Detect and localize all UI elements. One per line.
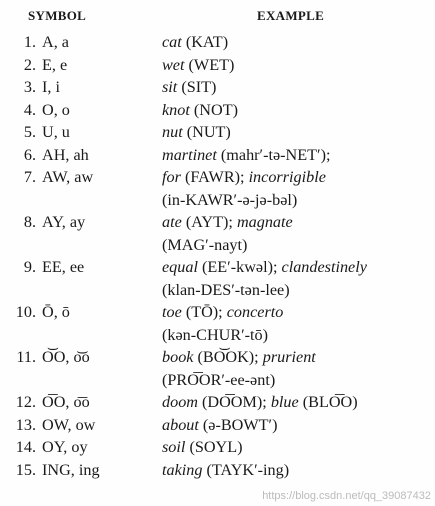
example-pronunciation: (DO͞OM);: [197, 393, 271, 411]
example-text: [162, 76, 216, 99]
example-pronunciation: (FAWR);: [180, 168, 249, 186]
phonetic-symbol: OW, ow: [42, 415, 96, 434]
pronunciation-row: [0, 166, 435, 211]
pronunciation-row: [0, 76, 435, 99]
pronunciation-row: [0, 436, 435, 459]
example-word: equal: [162, 258, 198, 276]
row-number: 15.: [15, 460, 36, 479]
example-word: nut: [162, 123, 183, 141]
example-word: sit: [162, 78, 178, 96]
phonetic-symbol: I, i: [42, 78, 60, 96]
phonetic-symbol: U, u: [42, 123, 70, 141]
pronunciation-row: [0, 144, 435, 167]
row-number: 5.: [23, 123, 36, 141]
pronunciation-table: [0, 31, 435, 481]
pronunciation-row: [0, 211, 435, 256]
second-example-word: concerto: [226, 303, 284, 321]
example-pronunciation: (SOYL): [185, 438, 243, 456]
pronunciation-row: [0, 256, 435, 301]
second-example-word: blue: [270, 393, 299, 411]
phonetic-symbol: OY, oy: [42, 438, 88, 456]
example-word: martinet: [162, 145, 217, 164]
example-text: [162, 301, 283, 324]
example-continuation: (MAG′-nayt): [162, 235, 248, 254]
row-number: 9.: [23, 258, 36, 276]
row-number: 10.: [15, 303, 36, 321]
pronunciation-row: [0, 54, 435, 77]
phonetic-symbol: ING, ing: [42, 460, 100, 479]
example-column-header: EXAMPLE: [257, 8, 325, 23]
phonetic-symbol: E, e: [42, 55, 68, 74]
pronunciation-row: [0, 346, 435, 391]
second-example-word: magnate: [236, 213, 293, 231]
example-pronunciation: (mahr′-tə-NET′);: [216, 145, 331, 164]
example-word: taking: [162, 460, 203, 479]
example-word: ate: [162, 213, 182, 231]
row-main-line: [0, 144, 435, 167]
second-example-word: clandestinely: [281, 258, 367, 276]
example-text: [162, 391, 358, 414]
example-pronunciation: (KAT): [181, 33, 229, 51]
example-continuation: (in-KAWR′-ə-jə-bəl): [162, 190, 298, 209]
phonetic-symbol: Ō, ō: [42, 303, 70, 321]
pronunciation-row: [0, 459, 435, 482]
example-word: cat: [162, 33, 182, 51]
row-main-line: [0, 459, 435, 482]
example-text: [162, 54, 234, 77]
example-pronunciation: (AYT);: [181, 213, 237, 231]
example-text: [162, 99, 238, 122]
example-text: [162, 436, 243, 459]
watermark: https://blog.csdn.net/qq_39087432: [262, 490, 431, 502]
example-text: [162, 414, 277, 437]
row-main-line: [0, 121, 435, 144]
pronunciation-row: [0, 99, 435, 122]
example-word: wet: [162, 55, 185, 74]
example-continuation: (kən-CHUR′-tō): [162, 325, 269, 344]
example-text: [162, 166, 326, 189]
phonetic-symbol: A, a: [42, 33, 69, 51]
second-example-pronunciation: (BLO͞O): [298, 393, 358, 411]
example-word: about: [162, 415, 199, 434]
table-header: [0, 8, 435, 26]
row-main-line: [0, 54, 435, 77]
example-text: [162, 346, 316, 369]
example-text: [162, 121, 231, 144]
phonetic-symbol: AH, ah: [42, 145, 89, 164]
row-main-line: [0, 301, 435, 324]
example-text: [162, 211, 293, 234]
example-word: knot: [162, 100, 190, 119]
row-main-line: [0, 211, 435, 234]
example-pronunciation: (NOT): [189, 100, 238, 119]
row-main-line: [0, 99, 435, 122]
example-pronunciation: (ə-BOWT′): [198, 415, 278, 434]
example-text: [162, 256, 367, 279]
example-pronunciation: (TŌ);: [181, 303, 227, 321]
symbol-column-header: SYMBOL: [28, 8, 87, 23]
row-main-line: [0, 346, 435, 369]
phonetic-symbol: O͞O, o͞o: [42, 393, 90, 411]
row-main-line: [0, 256, 435, 279]
example-text: [162, 144, 330, 167]
row-number: 14.: [15, 438, 36, 456]
row-number: 7.: [23, 168, 36, 186]
example-pronunciation: (TAYK′-ing): [202, 460, 290, 479]
example-word: book: [162, 348, 194, 366]
pronunciation-row: [0, 391, 435, 414]
row-main-line: [0, 31, 435, 54]
example-pronunciation: (EE′-kwəl);: [197, 258, 282, 276]
example-pronunciation: (NUT): [182, 123, 231, 141]
example-text: [162, 459, 289, 482]
phonetic-symbol: AW, aw: [42, 168, 94, 186]
second-example-word: incorrigible: [248, 168, 326, 186]
row-number: 3.: [23, 78, 36, 96]
row-main-line: [0, 76, 435, 99]
row-main-line: [0, 166, 435, 189]
row-number: 2.: [23, 55, 36, 74]
row-number: 1.: [23, 33, 36, 51]
phonetic-symbol: O͝O, o͝o: [42, 348, 90, 366]
pronunciation-row: [0, 121, 435, 144]
pronunciation-row: [0, 414, 435, 437]
row-main-line: [0, 391, 435, 414]
example-continuation: (PRO͞OR′-ee-ənt): [162, 370, 276, 389]
row-number: 11.: [16, 348, 36, 366]
phonetic-symbol: AY, ay: [42, 213, 86, 231]
row-main-line: [0, 414, 435, 437]
phonetic-symbol: EE, ee: [42, 258, 85, 276]
row-number: 12.: [15, 393, 36, 411]
example-word: for: [162, 168, 181, 186]
row-number: 4.: [23, 100, 36, 119]
example-word: toe: [162, 303, 182, 321]
example-word: doom: [162, 393, 198, 411]
example-pronunciation: (BO͝OK);: [193, 348, 263, 366]
example-continuation: (klan-DES′-tən-lee): [162, 280, 290, 299]
example-word: soil: [162, 438, 186, 456]
example-pronunciation: (WET): [184, 55, 235, 74]
row-number: 6.: [23, 145, 36, 164]
pronunciation-row: [0, 31, 435, 54]
example-pronunciation: (SIT): [177, 78, 217, 96]
row-main-line: [0, 436, 435, 459]
row-number: 8.: [23, 213, 36, 231]
second-example-word: prurient: [262, 348, 316, 366]
row-number: 13.: [15, 415, 36, 434]
example-text: [162, 31, 228, 54]
pronunciation-row: [0, 301, 435, 346]
phonetic-symbol: O, o: [42, 100, 70, 119]
